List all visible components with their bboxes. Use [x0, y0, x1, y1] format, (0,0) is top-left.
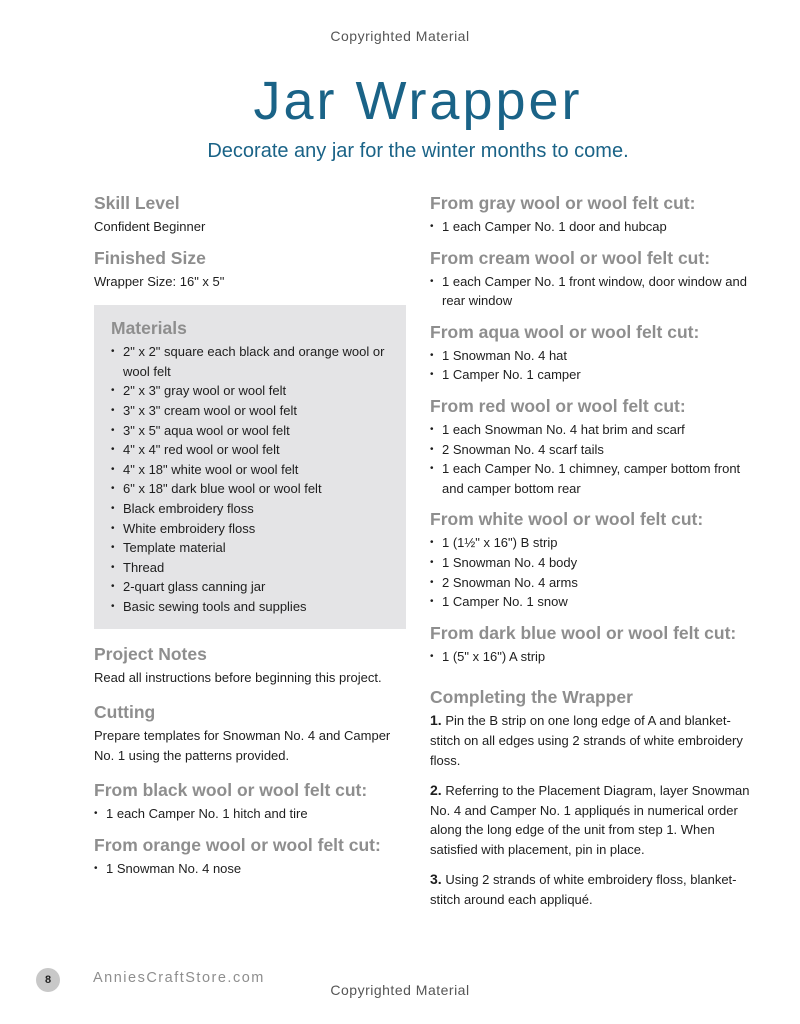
orange-cut-section [94, 834, 406, 879]
black-cut-section [94, 779, 406, 824]
gray-cut-heading: From gray wool or wool felt cut: [430, 193, 696, 213]
list-item: • 1 Snowman No. 4 body [430, 553, 750, 573]
step-number: 3. [430, 871, 442, 888]
black-cut-heading: From black wool or wool felt cut: [94, 780, 368, 801]
list-item: • 3" x 5" aqua wool or wool felt [111, 421, 392, 441]
aqua-cut-heading: From aqua wool or wool felt cut: [430, 321, 700, 342]
list-item: • 2 Snowman No. 4 arms [430, 573, 750, 593]
list-item: • White embroidery floss [111, 519, 392, 539]
orange-cut-list [94, 859, 406, 879]
finished-size-heading: Finished Size [94, 247, 206, 268]
project-notes-heading: Project Notes [94, 643, 207, 664]
orange-cut-heading: From orange wool or wool felt cut: [94, 834, 381, 855]
list-item: • 1 Camper No. 1 camper [430, 365, 750, 385]
white-cut-section [430, 508, 750, 611]
step-number: 2. [430, 782, 442, 799]
red-cut-section [430, 395, 750, 498]
step-1 [430, 711, 750, 770]
darkblue-cut-section [430, 622, 750, 667]
watermark-top: Copyrighted Material [330, 28, 470, 44]
aqua-cut-list [430, 346, 750, 385]
list-item: • 1 (1½" x 16") B strip [430, 533, 750, 553]
list-item: • 2" x 2" square each black and orange wool or wool felt [111, 342, 392, 381]
project-notes-text: Read all instructions before beginning this project. [94, 669, 382, 685]
list-item: • 4" x 4" red wool or wool felt [111, 440, 392, 460]
white-cut-list [430, 533, 750, 611]
list-item: • 3" x 3" cream wool or wool felt [111, 401, 392, 421]
cutting-text: Prepare templates for Snowman No. 4 and Camper No. 1 using the patterns provided. [94, 728, 391, 763]
step-3 [430, 870, 750, 909]
list-item: • Template material [111, 538, 392, 558]
finished-size-section [94, 247, 406, 292]
step-2 [430, 781, 750, 859]
list-item: • 1 Camper No. 1 snow [430, 592, 750, 612]
list-item: • 1 each Camper No. 1 door and hubcap [430, 217, 750, 237]
list-item: • Basic sewing tools and supplies [111, 597, 392, 617]
list-item: • 1 each Camper No. 1 hitch and tire [94, 804, 406, 824]
page-subtitle: Decorate any jar for the winter months to come. [207, 140, 629, 162]
list-item: • 1 each Camper No. 1 front window, door window and rear window [430, 272, 750, 311]
list-item: • 1 each Camper No. 1 chimney, camper bottom front and camper bottom rear [430, 459, 750, 498]
cutting-section [94, 701, 406, 765]
list-item: • 1 Snowman No. 4 nose [94, 859, 406, 879]
cutting-heading: Cutting [94, 702, 156, 723]
list-item: • 1 (5" x 16") A strip [430, 647, 750, 667]
red-cut-list [430, 420, 750, 498]
page-number-badge: 8 [36, 968, 60, 992]
materials-list [111, 342, 392, 616]
list-item: • 2-quart glass canning jar [111, 577, 392, 597]
cream-cut-heading: From cream wool or wool felt cut: [430, 247, 711, 268]
materials-box [94, 305, 406, 628]
materials-heading: Materials [111, 318, 187, 339]
darkblue-cut-heading: From dark blue wool or wool felt cut: [430, 622, 737, 643]
list-item: • 1 Snowman No. 4 hat [430, 346, 750, 366]
black-cut-list [94, 804, 406, 824]
list-item: • 6" x 18" dark blue wool or wool felt [111, 479, 392, 499]
right-column [430, 192, 750, 921]
completing-section [430, 686, 750, 909]
cream-cut-section [430, 247, 750, 311]
finished-size-text: Wrapper Size: 16" x 5" [94, 273, 225, 289]
white-cut-heading: From white wool or wool felt cut: [430, 509, 704, 530]
list-item: • 2" x 3" gray wool or wool felt [111, 381, 392, 401]
watermark-bottom: Copyrighted Material [330, 982, 470, 998]
project-notes-section [94, 643, 406, 688]
darkblue-cut-list [430, 647, 750, 667]
skill-level-heading: Skill Level [94, 193, 180, 213]
step-text: Pin the B strip on one long edge of A and blanket-stitch on all edges using 2 strands of white embroidery floss. [430, 713, 743, 768]
skill-level-section [94, 192, 406, 237]
red-cut-heading: From red wool or wool felt cut: [430, 395, 686, 416]
step-number: 1. [430, 712, 442, 729]
left-column [94, 192, 406, 888]
step-text: Using 2 strands of white embroidery floss, blanket-stitch around each appliqué. [430, 872, 737, 908]
aqua-cut-section [430, 321, 750, 385]
list-item: • 4" x 18" white wool or wool felt [111, 460, 392, 480]
step-text: Referring to the Placement Diagram, layer Snowman No. 4 and Camper No. 1 appliqués in numerical order along the long edge of the unit from step 1. When satisfied with placement, pin in place. [430, 783, 750, 857]
list-item: • 2 Snowman No. 4 scarf tails [430, 440, 750, 460]
gray-cut-list [430, 217, 750, 237]
gray-cut-section [430, 192, 750, 237]
list-item: • Thread [111, 558, 392, 578]
completing-heading: Completing the Wrapper [430, 687, 633, 708]
skill-level-text: Confident Beginner [94, 219, 206, 234]
site-url: AnniesCraftStore.com [93, 970, 265, 986]
list-item: • 1 each Snowman No. 4 hat brim and scarf [430, 420, 750, 440]
list-item: • Black embroidery floss [111, 499, 392, 519]
page-title: Jar Wrapper [253, 71, 583, 131]
cream-cut-list [430, 272, 750, 311]
